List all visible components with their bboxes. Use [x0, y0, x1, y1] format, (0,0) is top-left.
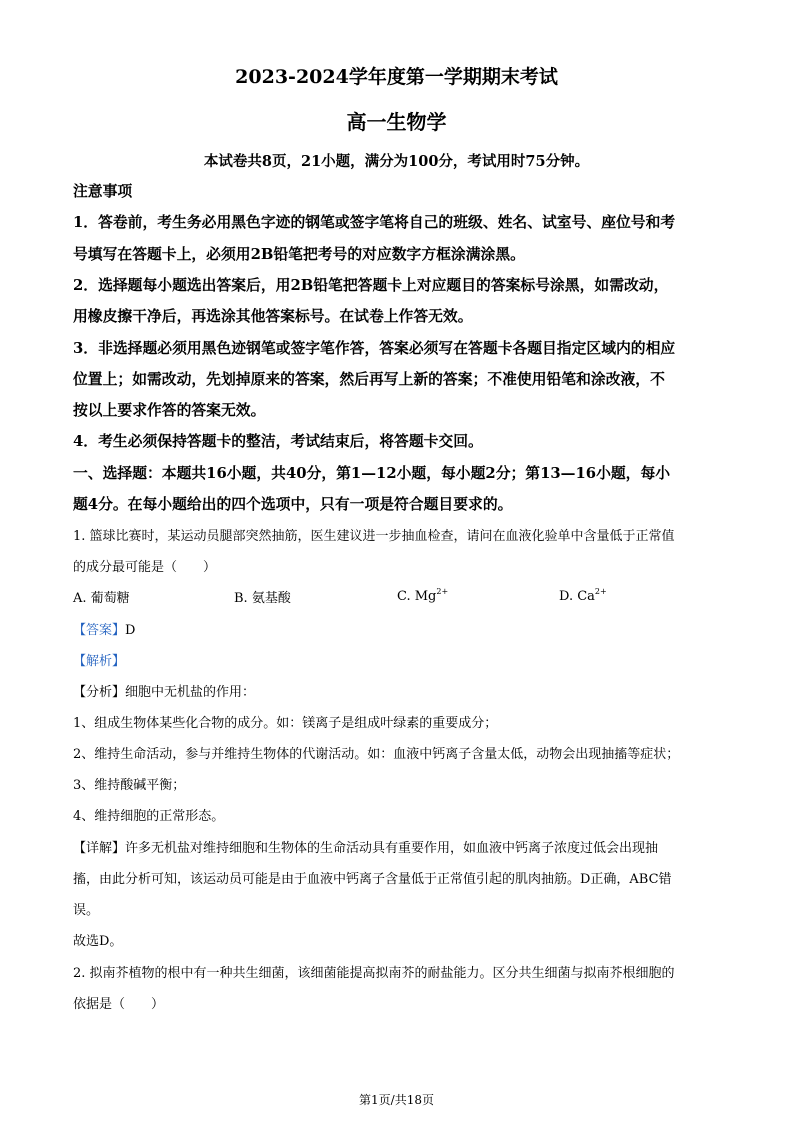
note-line: 号填写在答题卡上，必须用2B铅笔把考号的对应数字方框涂满涂黑。: [73, 246, 525, 263]
detail-line: 误。: [73, 903, 100, 918]
note-line: 位置上；如需改动，先划掉原来的答案，然后再写上新的答案；不准使用铅笔和涂改液，不: [73, 371, 665, 388]
exam-title: 2023-2024学年度第一学期期末考试: [235, 66, 558, 88]
answer-tag: 【答案】: [73, 623, 126, 638]
note-line: 3．非选择题必须用黑色迹钢笔或签字笔作答，答案必须写在答题卡各题目指定区域内的相应: [73, 340, 676, 357]
question-1-stem: 1. 篮球比赛时，某运动员腿部突然抽筋，医生建议进一步抽血检查，请问在血液化验单中含量低于正常值: [73, 529, 675, 544]
point-line: 1、组成生物体某些化合物的成分。如：镁离子是组成叶绿素的重要成分；: [73, 716, 498, 731]
section-heading: 一、选择题：本题共16小题，共40分，第1—12小题，每小题2分；第13—16小题，每小: [73, 465, 671, 482]
point-line: 4、维持细胞的正常形态。: [73, 809, 225, 824]
note-line: 2．选择题每小题选出答案后，用2B铅笔把答题卡上对应题目的答案标号涂黑，如需改动，: [73, 277, 669, 294]
note-line: 1．答卷前，考生务必用黑色字迹的钢笔或签字笔将自己的班级、姓名、试室号、座位号和考: [73, 214, 676, 231]
exam-subject: 高一生物学: [346, 110, 447, 134]
answer-line: [73, 619, 723, 638]
point-line: 2、维持生命活动，参与并维持生物体的代谢活动。如：血液中钙离子含量太低，动物会出现抽搐等症状；: [73, 747, 680, 762]
exam-info: 本试卷共8页，21小题，满分为100分，考试用时75分钟。: [203, 153, 590, 170]
question-2-stem: 2. 拟南芥植物的根中有一种共生细菌，该细菌能提高拟南芥的耐盐能力。区分共生细菌与拟南芥根细胞的: [73, 966, 675, 981]
detail-line: 搐，由此分析可知，该运动员可能是由于血液中钙离子含量低于正常值引起的肌肉抽筋。D正确，ABC错: [73, 872, 672, 887]
page-number: 第1页/共18页: [359, 1093, 434, 1107]
detail-line: 【详解】许多无机盐对维持细胞和生物体的生命活动具有重要作用，如血液中钙离子浓度过低会出现抽: [73, 841, 659, 856]
section-heading-cont: 题4分。在每小题给出的四个选项中，只有一项是符合题目要求的。: [73, 496, 513, 513]
option-c: C. $Mg^{2+}$: [397, 587, 449, 604]
analysis-tag: 【解析】: [73, 654, 126, 669]
note-line: 按以上要求作答的答案无效。: [73, 402, 266, 419]
question-1-stem-cont: 的成分最可能是（ ）: [73, 560, 217, 575]
question-2-stem-cont: 依据是（ ）: [73, 997, 165, 1012]
option-a: A. 葡萄糖: [73, 591, 130, 606]
conclusion-line: 故选D。: [73, 934, 123, 949]
note-line: 4．考生必须保持答题卡的整洁，考试结束后，将答题卡交回。: [73, 433, 483, 450]
answer-value: D: [125, 623, 136, 638]
option-d: D. $Ca^{2+}$: [559, 587, 607, 604]
notes-heading: 注意事项: [73, 183, 133, 200]
note-line: 用橡皮擦干净后，再选涂其他答案标号。在试卷上作答无效。: [73, 308, 473, 325]
fenxi-line: 【分析】细胞中无机盐的作用：: [73, 685, 256, 700]
point-line: 3、维持酸碱平衡；: [73, 778, 186, 793]
option-b: B. 氨基酸: [234, 591, 291, 606]
